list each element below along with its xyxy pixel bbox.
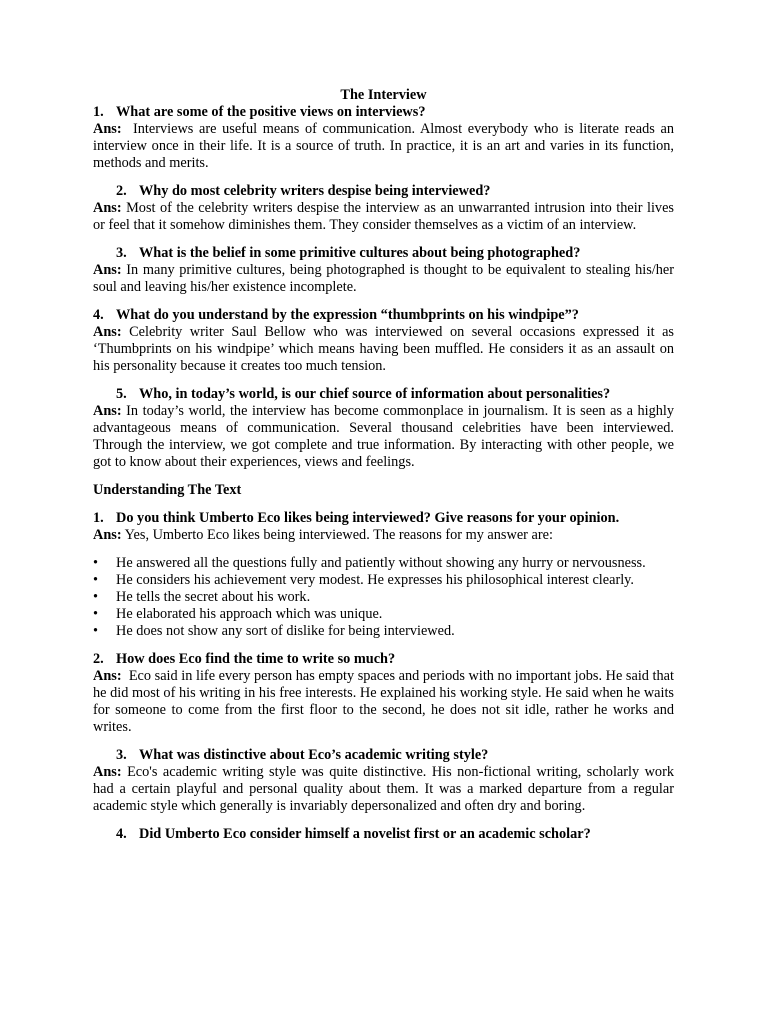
- question-number: 1.: [93, 104, 104, 120]
- question-text: Who, in today’s world, is our chief source of information about personalities?: [139, 386, 611, 402]
- question-number: 4.: [116, 826, 127, 842]
- answer-text: In today’s world, the interview has become commonplace in journalism. It is seen as a highly advantageous means of communication. Several thousand celebrities have been interviewed. Through the interview, we got complete and true information. By interacting with other people, we got to know about their experiences, views and feelings.: [93, 403, 674, 470]
- question-number: 4.: [93, 307, 104, 323]
- list-item: • He elaborated his approach which was unique.: [93, 606, 674, 623]
- question-text: Did Umberto Eco consider himself a novelist first or an academic scholar?: [139, 826, 591, 842]
- question-text: What do you understand by the expression “thumbprints on his windpipe”?: [116, 307, 579, 323]
- understanding-answer-1: [93, 527, 674, 544]
- answer-text: Yes, Umberto Eco likes being interviewed. The reasons for my answer are:: [124, 527, 553, 543]
- ans-label: Ans:: [93, 324, 122, 340]
- understanding-question-1: [93, 510, 674, 527]
- answer-text: Most of the celebrity writers despise the interview as an unwarranted intrusion into their lives or feel that it somehow diminishes them. They consider themselves as a victim of an interview.: [93, 200, 674, 233]
- understanding-answer-3: [93, 764, 674, 815]
- question-number: 2.: [93, 651, 104, 667]
- question-1: [93, 104, 674, 121]
- question-2: [93, 183, 674, 200]
- question-number: 2.: [116, 183, 127, 199]
- understanding-answer-2: [93, 668, 674, 736]
- ans-label: Ans:: [93, 200, 122, 216]
- question-text: What are some of the positive views on interviews?: [116, 104, 426, 120]
- understanding-question-2: [93, 651, 674, 668]
- ans-label: Ans:: [93, 764, 122, 780]
- question-text: Why do most celebrity writers despise being interviewed?: [139, 183, 491, 199]
- list-item: • He does not show any sort of dislike for being interviewed.: [93, 623, 674, 640]
- question-5: [93, 386, 674, 403]
- list-item: • He tells the secret about his work.: [93, 589, 674, 606]
- answer-1: [93, 121, 674, 172]
- answer-3: [93, 262, 674, 296]
- question-number: 3.: [116, 245, 127, 261]
- list-item: • He answered all the questions fully and patiently without showing any hurry or nervousness.: [93, 555, 674, 572]
- understanding-question-3: [93, 747, 674, 764]
- question-number: 3.: [116, 747, 127, 763]
- question-4: [93, 307, 674, 324]
- ans-label: Ans:: [93, 262, 122, 278]
- answer-text: Eco's academic writing style was quite distinctive. His non-fictional writing, scholarly work had a certain playful and personal quality about them. It was a marked departure from a regular academic style which generally is invariably depersonalized and often dry and boring.: [93, 764, 674, 814]
- reasons-list: [93, 555, 674, 640]
- ans-label: Ans:: [93, 121, 122, 137]
- ans-label: Ans:: [93, 403, 122, 419]
- question-number: 5.: [116, 386, 127, 402]
- question-number: 1.: [93, 510, 104, 526]
- understanding-question-4: [93, 826, 674, 843]
- question-text: How does Eco find the time to write so much?: [116, 651, 396, 667]
- answer-text: Eco said in life every person has empty spaces and periods with no important jobs. He said that he did most of his writing in his free interests. He explained his working style. He said when he waits for someone to come from the first floor to the second, he does not sit idle, rather he works and writes.: [93, 668, 674, 735]
- ans-label: Ans:: [93, 668, 122, 684]
- answer-2: [93, 200, 674, 234]
- answer-text: Celebrity writer Saul Bellow who was interviewed on several occasions expressed it as ‘Thumbprints on his windpipe’ which means having been muffled. He considers it as an assault on his personality because it creates too much tension.: [93, 324, 674, 374]
- list-item: • He considers his achievement very modest. He expresses his philosophical interest clearly.: [93, 572, 674, 589]
- section-heading: Understanding The Text: [93, 482, 242, 498]
- document-page: [93, 87, 674, 843]
- answer-4: [93, 324, 674, 375]
- question-3: [93, 245, 674, 262]
- question-text: What is the belief in some primitive cultures about being photographed?: [139, 245, 581, 261]
- question-text: Do you think Umberto Eco likes being interviewed? Give reasons for your opinion.: [116, 510, 620, 526]
- answer-5: [93, 403, 674, 471]
- answer-text: In many primitive cultures, being photographed is thought to be equivalent to stealing his/her soul and leaving his/her existence incomplete.: [93, 262, 674, 295]
- answer-text: Interviews are useful means of communication. Almost everybody who is literate reads an interview once in their life. It is a source of truth. In practice, it is an art and varies in its function, methods and merits.: [93, 121, 674, 171]
- document-title: The Interview: [340, 87, 427, 103]
- question-text: What was distinctive about Eco’s academic writing style?: [139, 747, 489, 763]
- ans-label: Ans:: [93, 527, 122, 543]
